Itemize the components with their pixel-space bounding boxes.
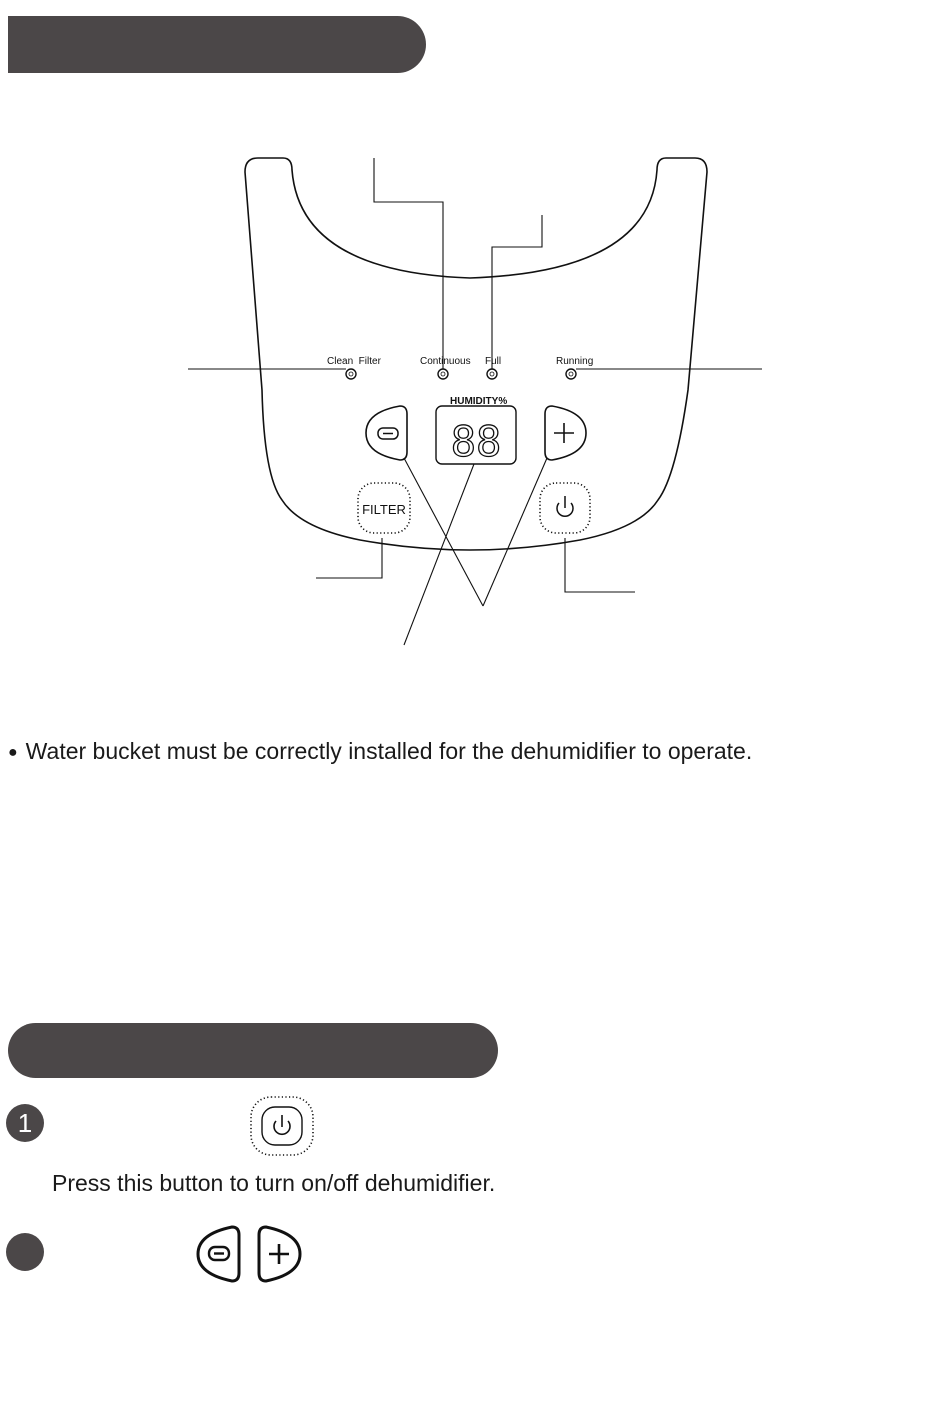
plus-button-icon xyxy=(256,1224,304,1284)
minus-button-icon xyxy=(194,1224,242,1284)
indicator-label-continuous: Continuous xyxy=(420,356,471,367)
clean-filter-led xyxy=(346,369,356,379)
humidity-display-label: HUMIDITY% xyxy=(450,396,508,407)
bullet-icon: ● xyxy=(8,743,18,761)
plus-icon xyxy=(554,423,574,443)
bucket-installation-note xyxy=(8,738,752,765)
indicator-label-full: Full xyxy=(485,356,502,367)
step-number-1: 1 xyxy=(6,1104,44,1142)
power-icon xyxy=(557,496,573,516)
minus-button[interactable] xyxy=(366,406,407,460)
plus-button[interactable] xyxy=(545,406,586,460)
indicator-label-running: Running xyxy=(556,356,594,367)
step-number-2 xyxy=(6,1233,44,1271)
section-header-banner-2 xyxy=(8,1023,498,1078)
humidity-display-digits: 88 xyxy=(450,417,502,466)
power-button-icon xyxy=(248,1094,316,1158)
note-text: Water bucket must be correctly installed for the dehumidifier to operate. xyxy=(25,738,753,764)
panel-outline xyxy=(245,158,707,550)
power-button[interactable] xyxy=(540,483,590,533)
filter-button[interactable] xyxy=(358,483,410,533)
running-led xyxy=(566,369,576,379)
continuous-led xyxy=(438,369,448,379)
control-panel-diagram xyxy=(0,0,950,700)
step-1-text: Press this button to turn on/off dehumidifier. xyxy=(52,1170,496,1196)
filter-button-label: FILTER xyxy=(362,502,406,517)
full-led xyxy=(487,369,497,379)
indicator-label-clean-filter: Clean Filter xyxy=(327,356,381,367)
plus-icon xyxy=(269,1244,289,1264)
